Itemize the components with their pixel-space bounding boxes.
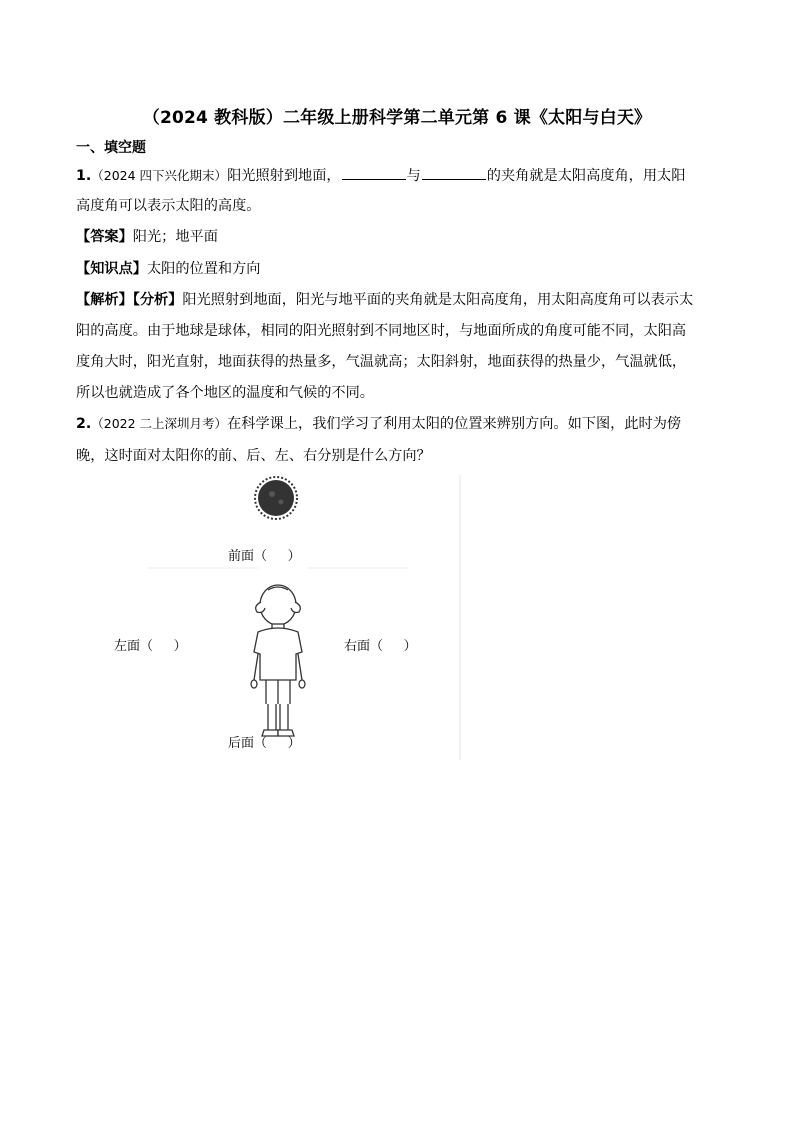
- analysis-line-2: 阳的高度。由于地球是球体，相同的阳光照射到不同地区时，与地面所成的角度可能不同，太阳高: [76, 323, 687, 339]
- answer-row: [76, 227, 218, 247]
- analysis-text-1: 阳光照射到地面，阳光与地平面的夹角就是太阳高度角，用太阳高度角可以表示太: [182, 292, 694, 308]
- direction-figure: [108, 470, 468, 765]
- sun-icon: [255, 477, 297, 519]
- question-2-text-1: 在科学课上，我们学习了利用太阳的位置来辨别方向。如下图，此时为傍: [227, 416, 682, 432]
- answer-blank-1[interactable]: [342, 165, 406, 180]
- question-1-line-1: [76, 165, 685, 186]
- question-1-source: （2024 四下兴化期末）: [91, 168, 228, 183]
- answer-text: 阳光；地平面: [132, 229, 218, 245]
- analysis-line-3: 度角大时，阳光直射，地面获得的热量多，气温就高；太阳斜射，地面获得的热量少，气温就低，: [76, 354, 687, 370]
- back-label: 后面（ ）: [228, 736, 301, 751]
- analysis-line-1: [76, 290, 693, 310]
- child-back-view-icon: [251, 585, 305, 736]
- knowledge-point-label: 【知识点】: [76, 261, 147, 277]
- question-2-source: （2022 二上深圳月考）: [91, 416, 228, 431]
- question-1-number: 1.: [76, 168, 92, 184]
- question-1-line-2: 高度角可以表示太阳的高度。: [76, 198, 261, 214]
- question-1-text-b: 与: [406, 168, 421, 184]
- answer-blank-2[interactable]: [422, 165, 486, 180]
- question-1-text-c: 的夹角就是太阳高度角，用太阳: [486, 168, 686, 184]
- section-heading: 一、填空题: [76, 140, 146, 156]
- question-2-line-2: 晚，这时面对太阳你的前、后、左、右分别是什么方向？: [76, 448, 431, 464]
- document-title: （2024 教科版）二年级上册科学第二单元第 6 课《太阳与白天》: [142, 108, 652, 128]
- question-1-text-a: 阳光照射到地面，: [227, 168, 341, 184]
- question-2-line-1: [76, 414, 681, 434]
- figure-drawing: [108, 470, 468, 765]
- front-label: 前面（ ）: [228, 549, 301, 564]
- left-label: 左面（ ）: [114, 639, 187, 654]
- right-label: 右面（ ）: [344, 639, 417, 654]
- answer-label: 【答案】: [76, 229, 133, 245]
- question-2-number: 2.: [76, 416, 92, 432]
- analysis-label: 【解析】【分析】: [76, 292, 183, 308]
- knowledge-point-text: 太阳的位置和方向: [146, 261, 261, 277]
- knowledge-point-row: [76, 259, 260, 279]
- analysis-line-4: 所以也就造成了各个地区的温度和气候的不同。: [76, 385, 374, 401]
